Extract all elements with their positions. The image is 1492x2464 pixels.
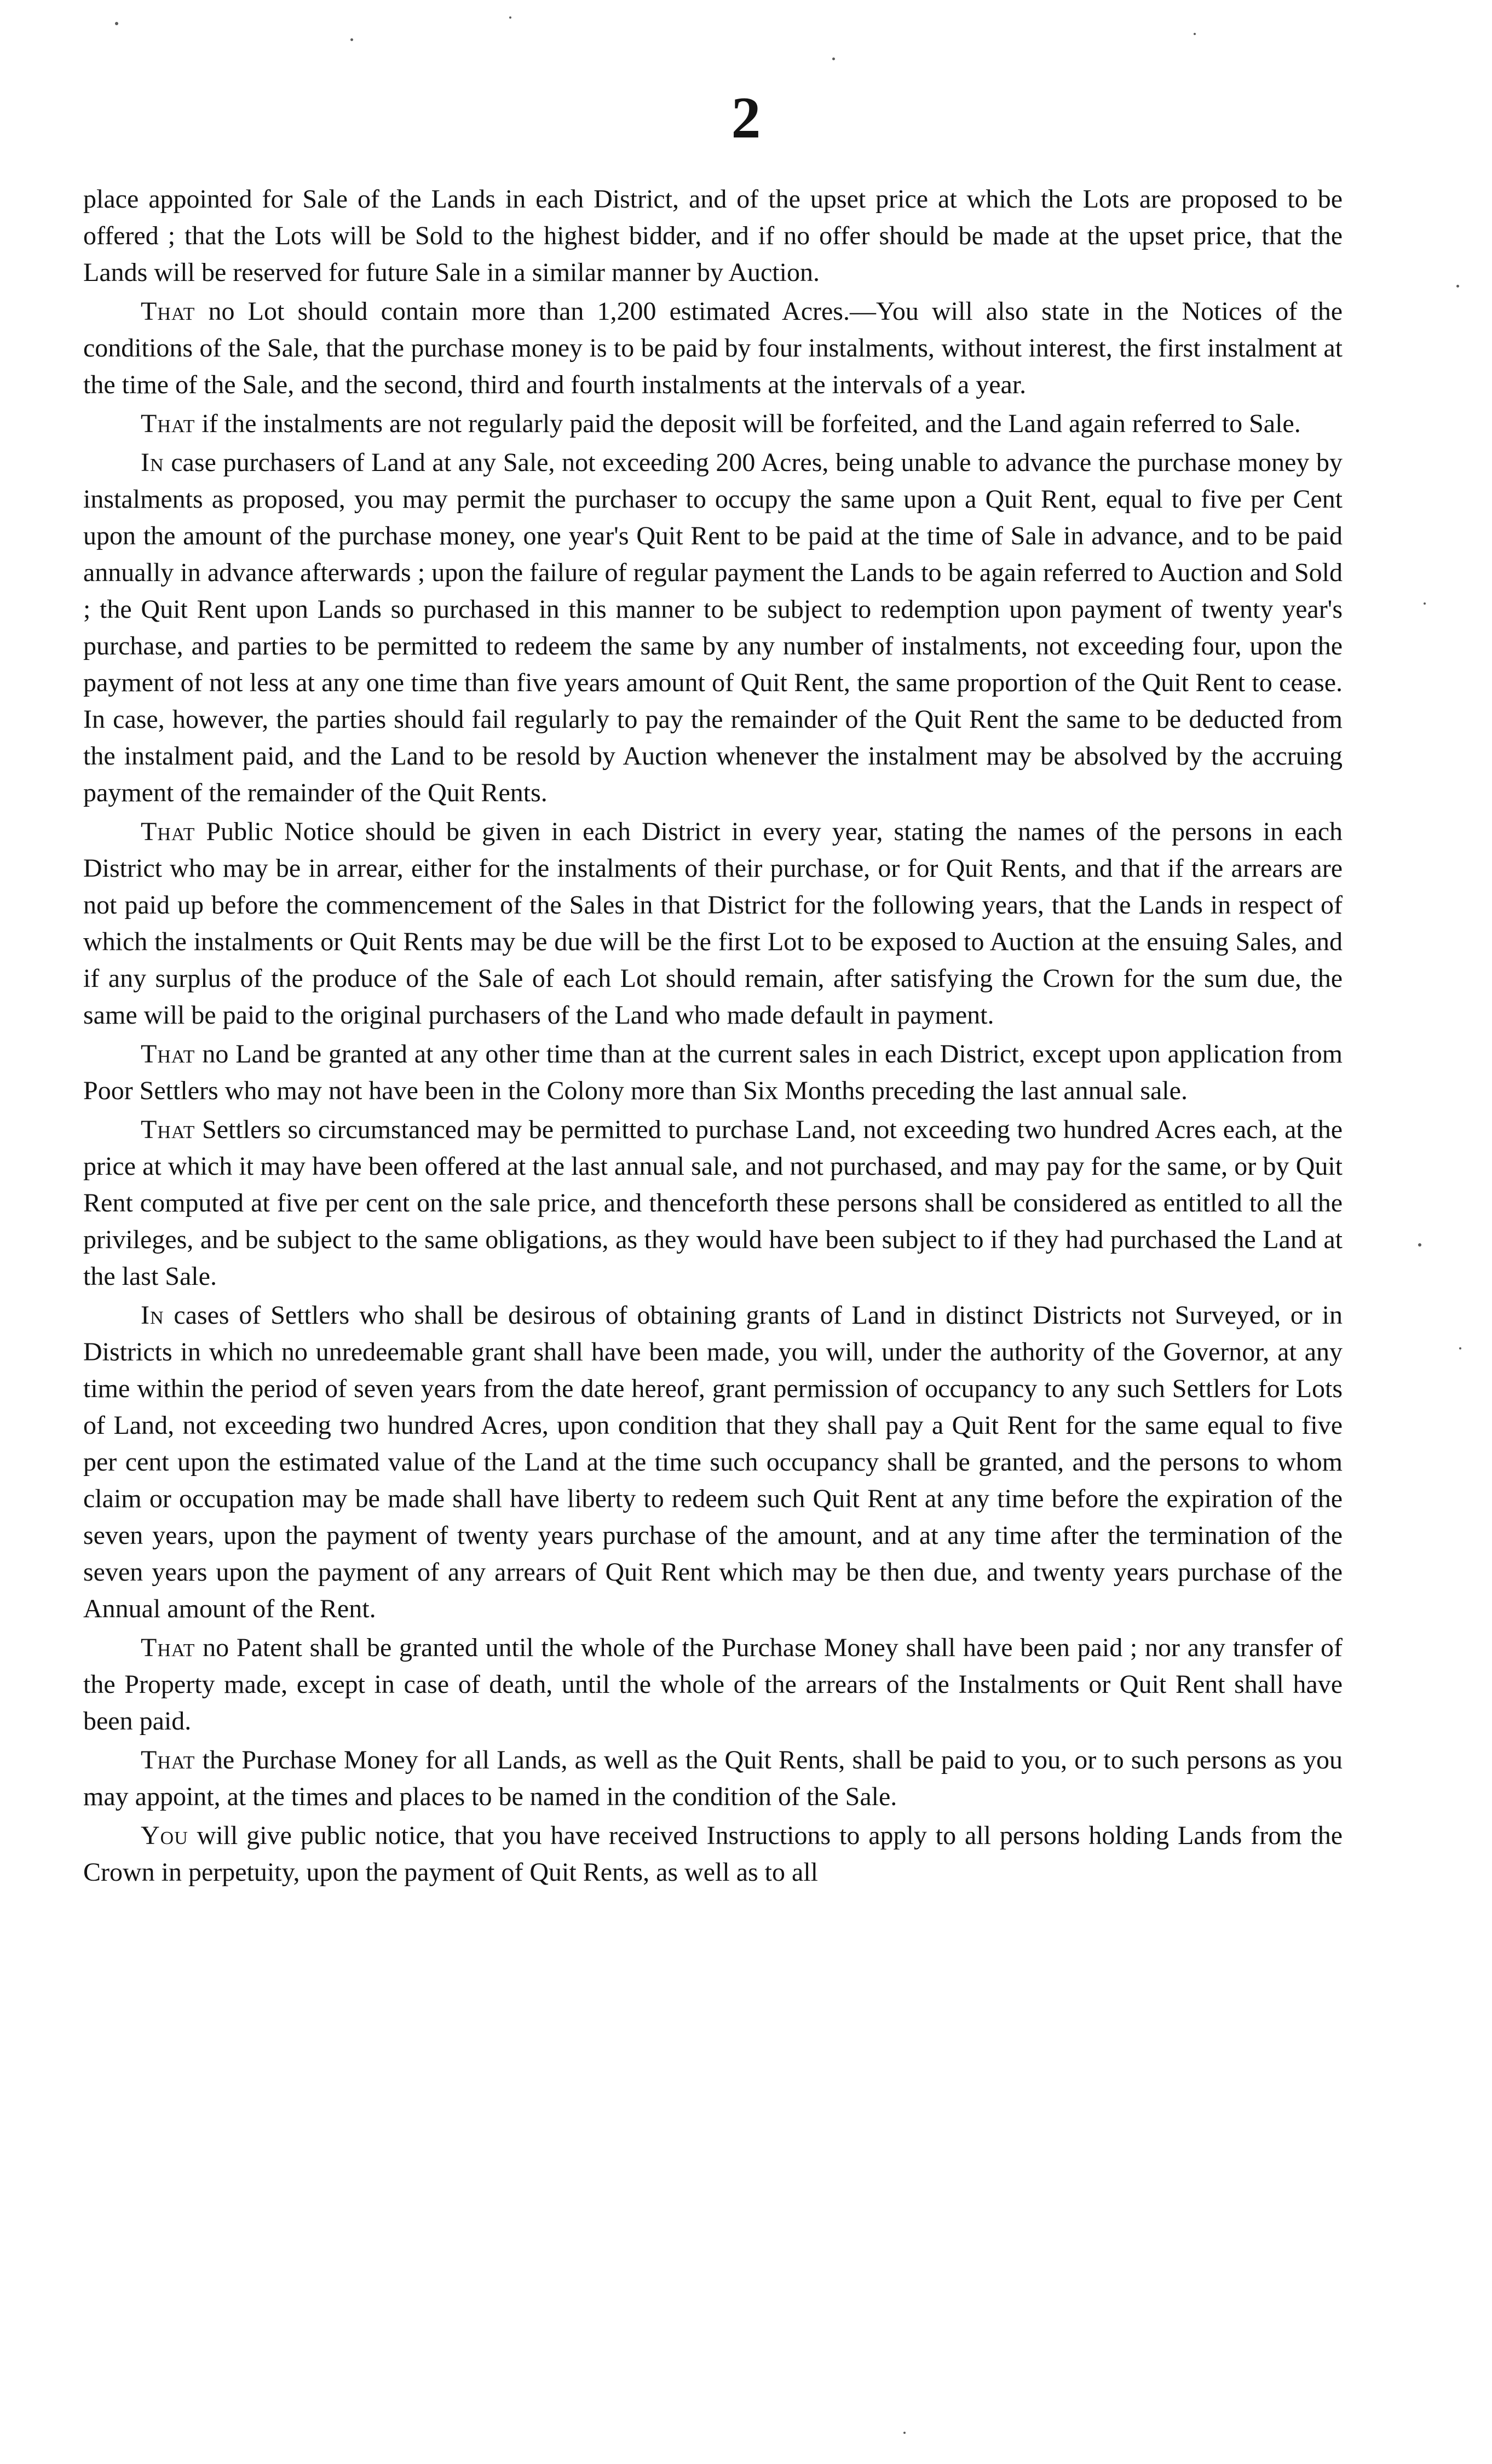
paragraph-1 (83, 181, 1343, 291)
print-speck (1418, 1243, 1421, 1247)
paragraph-5 (83, 813, 1343, 1033)
paragraph-text: no Lot should contain more than 1,200 estimated Acres.—You will also state in the Notices of the conditions of the Sale, that the purchase money is to be paid by four instalments, without interest, the first instalment at the time of the Sale, and the second, third and fourth instalments at the intervals of a year. (83, 297, 1343, 399)
paragraph-4 (83, 444, 1343, 811)
print-speck (1459, 1347, 1461, 1349)
paragraph-lead: That (141, 1745, 195, 1774)
paragraph-text: no Land be granted at any other time than at the current sales in each District, except upon application from Poor Settlers who may not have been in the Colony more than Six Months preceding the last annual sale. (83, 1039, 1343, 1105)
paragraph-lead: You (141, 1821, 188, 1850)
print-speck (832, 58, 835, 60)
print-speck (1424, 602, 1426, 605)
paragraph-10 (83, 1742, 1343, 1815)
paragraph-lead: That (141, 297, 195, 326)
text-body (83, 181, 1343, 1893)
paragraph-6 (83, 1036, 1343, 1109)
paragraph-text: cases of Settlers who shall be desirous of obtaining grants of Land in distinct Districts not Surveyed, or in Districts in which no unredeemable grant shall have been made, you will, under the authority of the Governor, at any time within the period of seven years from the date hereof, grant permission of occupancy to any such Settlers for Lots of Land, not exceeding two hundred Acres, upon condition that they shall pay a Quit Rent for the same equal to five per cent upon the estimated value of the Land at the time such occupancy shall be granted, and the persons to whom claim or occupation may be made shall have liberty to redeem such Quit Rent at any time before the expiration of the seven years, upon the payment of twenty years purchase of the amount, and at any time after the termination of the seven years upon the payment of any arrears of Quit Rent which may be then due, and twenty years purchase of the Annual amount of the Rent. (83, 1301, 1343, 1623)
paragraph-lead: That (141, 1633, 195, 1662)
paragraph-7 (83, 1111, 1343, 1295)
paragraph-text: will give public notice, that you have received Instructions to apply to all persons holding Lands from the Crown in perpetuity, upon the payment of Quit Rents, as well as to all (83, 1821, 1343, 1887)
paragraph-9 (83, 1629, 1343, 1739)
print-speck (115, 22, 118, 25)
paragraph-text: no Patent shall be granted until the whole of the Purchase Money shall have been paid ; nor any transfer of the Property made, except in case of death, until the whole of the arrears of the Instalments or Quit Rent shall have been paid. (83, 1633, 1343, 1736)
paragraph-lead: That (141, 817, 195, 846)
paragraph-text: case purchasers of Land at any Sale, not exceeding 200 Acres, being unable to advance the purchase money by instalments as proposed, you may permit the purchaser to occupy the same upon a Quit Rent, equal to five per Cent upon the amount of the purchase money, one year's Quit Rent to be paid at the time of Sale in advance, and to be paid annually in advance afterwards ; upon the failure of regular payment the Lands to be again referred to Auction and Sold ; the Quit Rent upon Lands so purchased in this manner to be subject to redemption upon payment of twenty year's purchase, and parties to be permitted to redeem the same by any number of instalments, not exceeding four, upon the payment of not less at any one time than five years amount of Quit Rent, the same proportion of the Quit Rent to cease. In case, however, the parties should fail regularly to pay the remainder of the Quit Rent the same to be deducted from the instalment paid, and the Land to be resold by Auction whenever the instalment may be absolved by the accruing payment of the remainder of the Quit Rents. (83, 448, 1343, 807)
paragraph-lead: That (141, 1039, 195, 1069)
paragraph-text: Settlers so circumstanced may be permitted to purchase Land, not exceeding two hundred Acres each, at the price at which it may have been offered at the last annual sale, and not purchased, and may pay for the same, or by Quit Rent computed at five per cent on the sale price, and thenceforth these persons shall be considered as entitled to all the privileges, and be subject to the same obligations, as they would have been subject to if they had purchased the Land at the last Sale. (83, 1115, 1343, 1291)
paragraph-text: if the instalments are not regularly paid the deposit will be forfeited, and the Land again referred to Sale. (195, 409, 1301, 438)
paragraph-11 (83, 1817, 1343, 1891)
print-speck (1456, 285, 1459, 288)
paragraph-lead: That (141, 1115, 195, 1144)
paragraph-2 (83, 293, 1343, 403)
page-number: 2 (731, 85, 761, 151)
paragraph-text: the Purchase Money for all Lands, as well as the Quit Rents, shall be paid to you, or to such persons as you may appoint, at the times and places to be named in the condition of the Sale. (83, 1745, 1343, 1811)
paragraph-text: place appointed for Sale of the Lands in each District, and of the upset price at which the Lots are proposed to be offered ; that the Lots will be Sold to the highest bidder, and if no offer should be made at the upset price, that the Lands will be reserved for future Sale in a similar manner by Auction. (83, 185, 1343, 287)
print-speck (1194, 33, 1196, 35)
paragraph-8 (83, 1297, 1343, 1627)
print-speck (509, 16, 511, 19)
paragraph-3 (83, 405, 1343, 442)
paragraph-lead: In (141, 1301, 164, 1330)
paragraph-lead: That (141, 409, 195, 438)
paragraph-lead: In (141, 448, 164, 477)
paragraph-text: Public Notice should be given in each District in every year, stating the names of the persons in each District who may be in arrear, either for the instalments of their purchase, or for Quit Rents, and that if the arrears are not paid up before the commencement of the Sales in that District for the following years, that the Lands in respect of which the instalments or Quit Rents may be due will be the first Lot to be exposed to Auction at the ensuing Sales, and if any surplus of the produce of the Sale of each Lot should remain, after satisfying the Crown for the sum due, the same will be paid to the original purchasers of the Land who made default in payment. (83, 817, 1343, 1030)
print-speck (903, 2432, 906, 2434)
print-speck (350, 38, 353, 41)
